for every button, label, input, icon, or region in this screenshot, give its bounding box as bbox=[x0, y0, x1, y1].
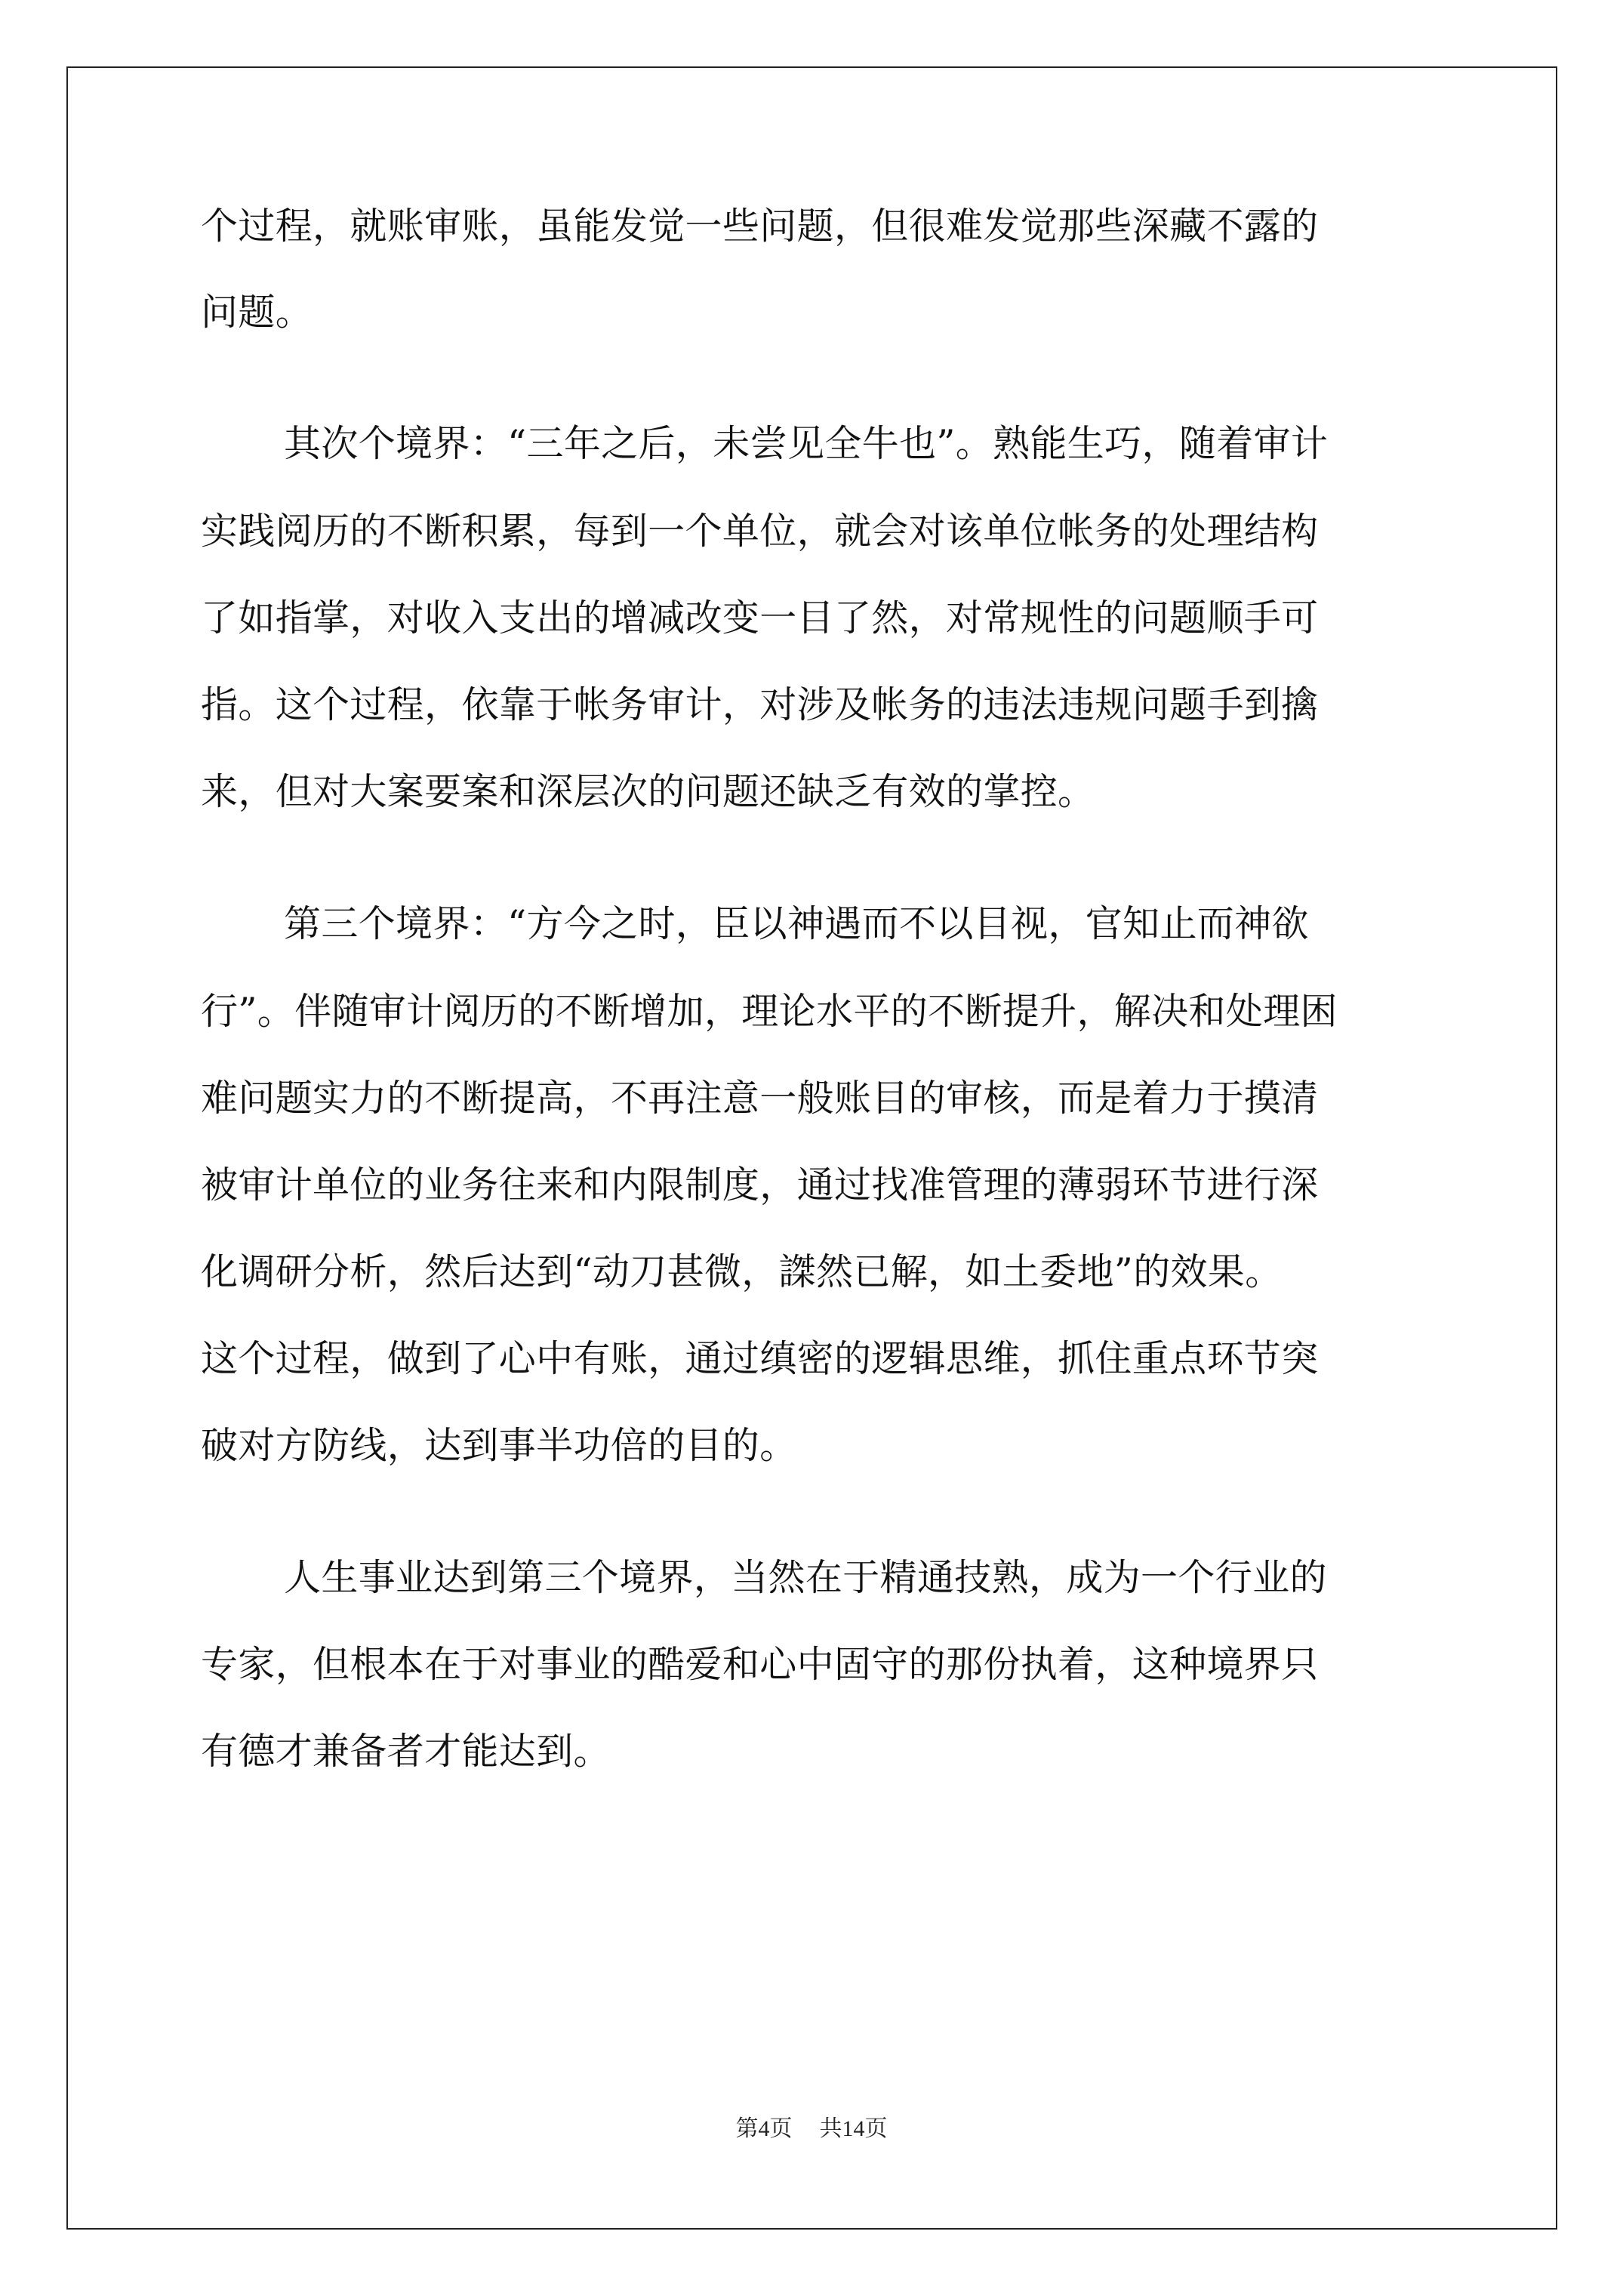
text-line: 来，但对大案要案和深层次的问题还缺乏有效的掌控。 bbox=[201, 770, 1095, 813]
text-line: 了如指掌，对收入支出的增减改变一目了然，对常规性的问题顺手可 bbox=[201, 596, 1319, 639]
text-line: 实践阅历的不断积累，每到一个单位，就会对该单位帐务的处理结构 bbox=[201, 510, 1319, 553]
text-line: 专家，但根本在于对事业的酷爱和心中固守的那份执着，这种境界只 bbox=[201, 1643, 1319, 1686]
text-line: 有德才兼备者才能达到。 bbox=[201, 1730, 611, 1773]
text-line: 行”。伴随审计阅历的不断增加，理论水平的不断提升，解决和处理困 bbox=[201, 990, 1338, 1033]
page-total: 共14页 bbox=[819, 2116, 888, 2141]
text-line: 第三个境界：“方今之时，臣以神遇而不以目视，官知止而神欲 bbox=[284, 902, 1309, 945]
page-border bbox=[66, 66, 1557, 2230]
text-line: 难问题实力的不断提高，不再注意一般账目的审核，而是着力于摸清 bbox=[201, 1077, 1319, 1120]
text-line: 个过程，就账审账，虽能发觉一些问题，但很难发觉那些深藏不露的 bbox=[201, 205, 1319, 248]
page-footer bbox=[0, 2116, 1623, 2143]
text-line: 指。这个过程，依靠于帐务审计，对涉及帐务的违法违规问题手到擒 bbox=[201, 683, 1319, 726]
text-line: 其次个境界：“三年之后，未尝见全牛也”。熟能生巧，随着审计 bbox=[284, 422, 1329, 465]
text-line: 人生事业达到第三个境界，当然在于精通技熟，成为一个行业的 bbox=[284, 1556, 1327, 1599]
text-line: 化调研分析，然后达到“动刀甚微，謋然已解，如土委地”的效果。 bbox=[201, 1250, 1283, 1293]
text-line: 被审计单位的业务往来和内限制度，通过找准管理的薄弱环节进行深 bbox=[201, 1163, 1319, 1207]
text-line: 这个过程，做到了心中有账，通过缜密的逻辑思维，抓住重点环节突 bbox=[201, 1337, 1319, 1380]
text-line: 问题。 bbox=[201, 291, 313, 334]
page-number: 第4页 bbox=[735, 2116, 793, 2141]
text-line: 破对方防线，达到事半功倍的目的。 bbox=[201, 1424, 797, 1467]
